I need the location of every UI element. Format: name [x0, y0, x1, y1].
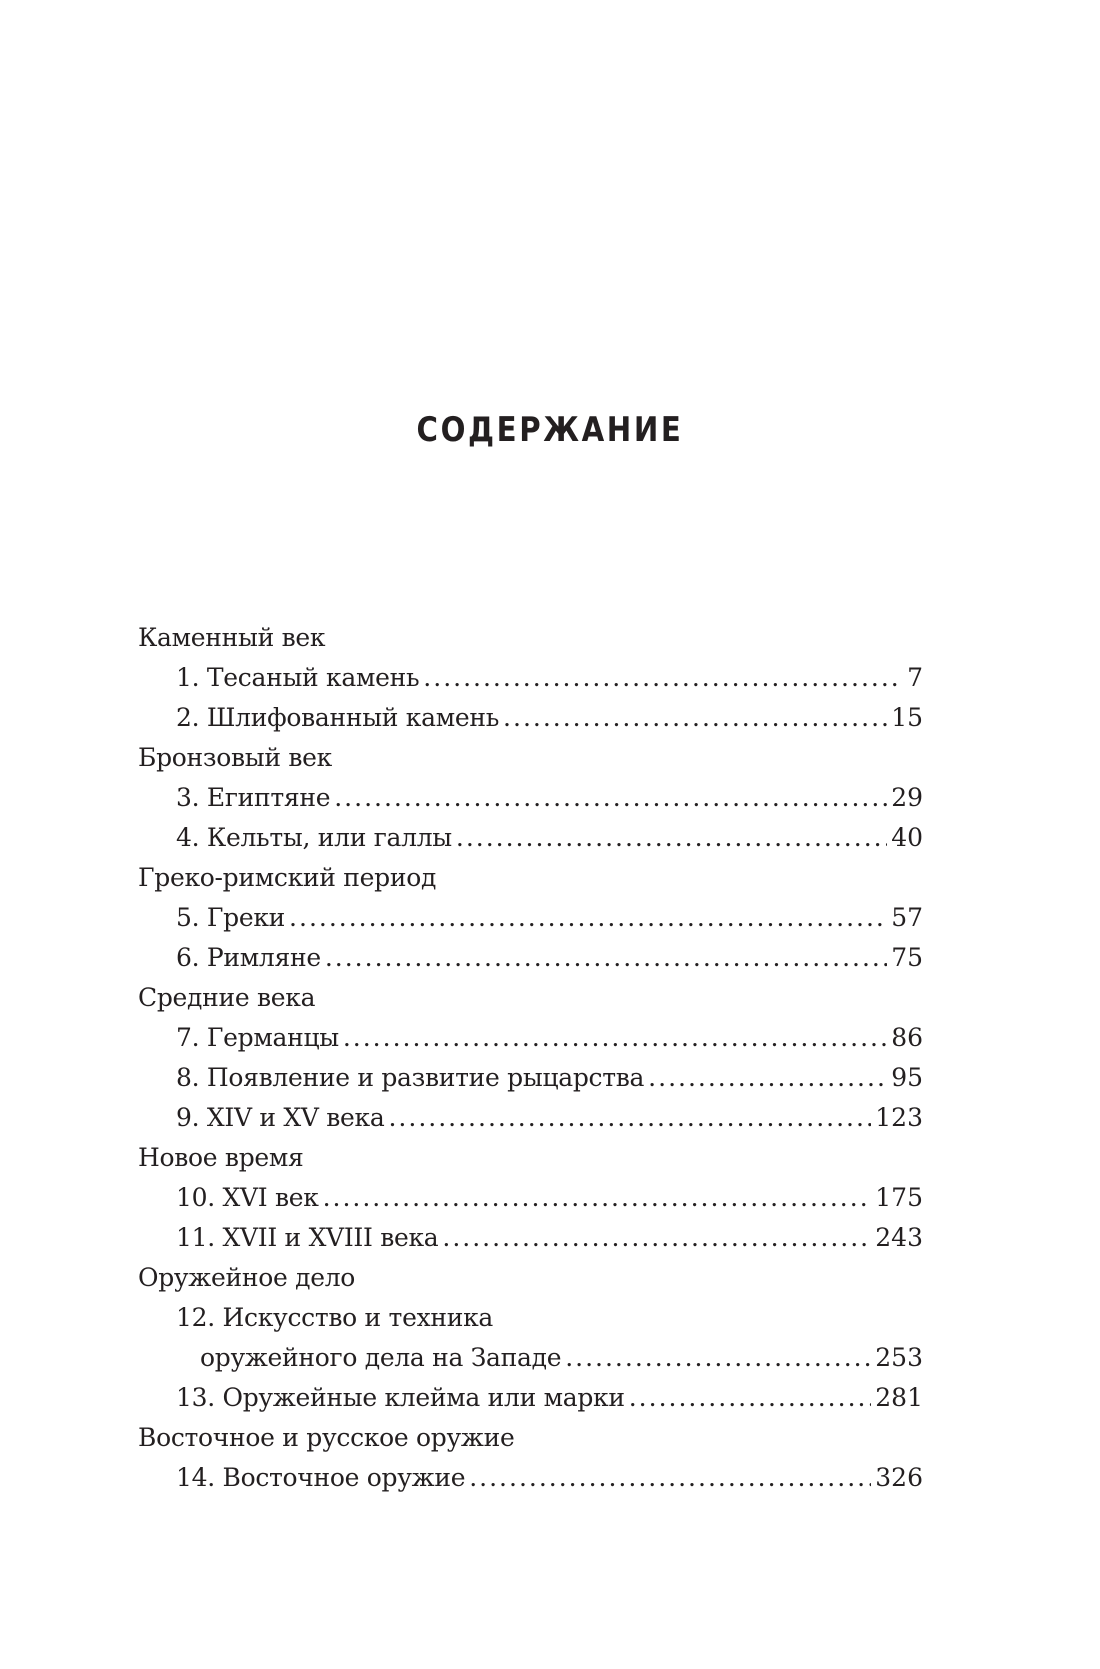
- toc-section-title: Греко-римский период: [138, 863, 437, 892]
- toc-entry-label: 12. Искусство и техника: [176, 1303, 494, 1332]
- dot-leader: [423, 658, 903, 698]
- toc-entry-label: 8. Появление и развитие рыцарства: [176, 1063, 645, 1092]
- toc-entry[interactable]: [138, 898, 923, 938]
- toc-entry-first-line[interactable]: [138, 1298, 923, 1338]
- toc-entry-label: 5. Греки: [176, 903, 286, 932]
- toc-entry-label-continued: оружейного дела на Западе: [200, 1343, 562, 1372]
- dot-leader: [323, 1178, 872, 1218]
- toc-entry-page: 7: [907, 663, 923, 692]
- toc-entry-page: 75: [891, 943, 923, 972]
- toc-entry-page: 281: [875, 1383, 923, 1412]
- toc-entry[interactable]: [138, 1018, 923, 1058]
- toc-entry[interactable]: [138, 1378, 923, 1418]
- toc-section-title: Средние века: [138, 983, 316, 1012]
- dot-leader: [325, 938, 887, 978]
- toc-entry[interactable]: [138, 1218, 923, 1258]
- toc-section-title: Восточное и русское оружие: [138, 1423, 515, 1452]
- toc-entry-continuation[interactable]: [138, 1338, 923, 1378]
- toc-entry-label: 2. Шлифованный камень: [176, 703, 500, 732]
- toc-section-title: Новое время: [138, 1143, 304, 1172]
- toc-entry-page: 253: [875, 1343, 923, 1372]
- dot-leader: [565, 1338, 871, 1378]
- toc-entry-label: 14. Восточное оружие: [176, 1463, 466, 1492]
- toc-entry-page: 57: [891, 903, 923, 932]
- dot-leader: [456, 818, 887, 858]
- toc-entry-label: 6. Римляне: [176, 943, 321, 972]
- toc-section-title: Бронзовый век: [138, 743, 332, 772]
- toc-entry[interactable]: [138, 1458, 923, 1498]
- dot-leader: [648, 1058, 887, 1098]
- toc-entry-label: 3. Египтяне: [176, 783, 331, 812]
- toc-entry-page: 95: [891, 1063, 923, 1092]
- toc-entry-page: 243: [875, 1223, 923, 1252]
- toc-entry-label: 10. XVI век: [176, 1183, 319, 1212]
- toc-entry-page: 15: [891, 703, 923, 732]
- toc-entry-label: 1. Тесаный камень: [176, 663, 420, 692]
- toc-entry[interactable]: [138, 938, 923, 978]
- dot-leader: [469, 1458, 871, 1498]
- toc-entry[interactable]: [138, 1178, 923, 1218]
- toc-entry-page: 123: [875, 1103, 923, 1132]
- dot-leader: [388, 1098, 871, 1138]
- toc-entry[interactable]: [138, 818, 923, 858]
- dot-leader: [289, 898, 887, 938]
- table-of-contents: [138, 618, 923, 1498]
- dot-leader: [503, 698, 887, 738]
- toc-entry-label: 11. XVII и XVIII века: [176, 1223, 439, 1252]
- toc-entry-page: 86: [891, 1023, 923, 1052]
- toc-entry[interactable]: [138, 778, 923, 818]
- toc-section-title: Оружейное дело: [138, 1263, 356, 1292]
- toc-section-title: Каменный век: [138, 623, 326, 652]
- toc-entry-page: 175: [875, 1183, 923, 1212]
- toc-entry-page: 40: [891, 823, 923, 852]
- dot-leader: [629, 1378, 872, 1418]
- page-title: СОДЕРЖАНИЕ: [416, 410, 684, 450]
- toc-entry-label: 4. Кельты, или галлы: [176, 823, 452, 852]
- dot-leader: [442, 1218, 871, 1258]
- toc-entry[interactable]: [138, 1058, 923, 1098]
- toc-entry[interactable]: [138, 658, 923, 698]
- toc-entry[interactable]: [138, 698, 923, 738]
- dot-leader: [343, 1018, 887, 1058]
- toc-entry-label: 7. Германцы: [176, 1023, 339, 1052]
- toc-entry-page: 29: [891, 783, 923, 812]
- toc-entry[interactable]: [138, 1098, 923, 1138]
- toc-entry-label: 13. Оружейные клейма или марки: [176, 1383, 625, 1412]
- toc-entry-label: 9. XIV и XV века: [176, 1103, 385, 1132]
- toc-entry-page: 326: [875, 1463, 923, 1492]
- dot-leader: [334, 778, 887, 818]
